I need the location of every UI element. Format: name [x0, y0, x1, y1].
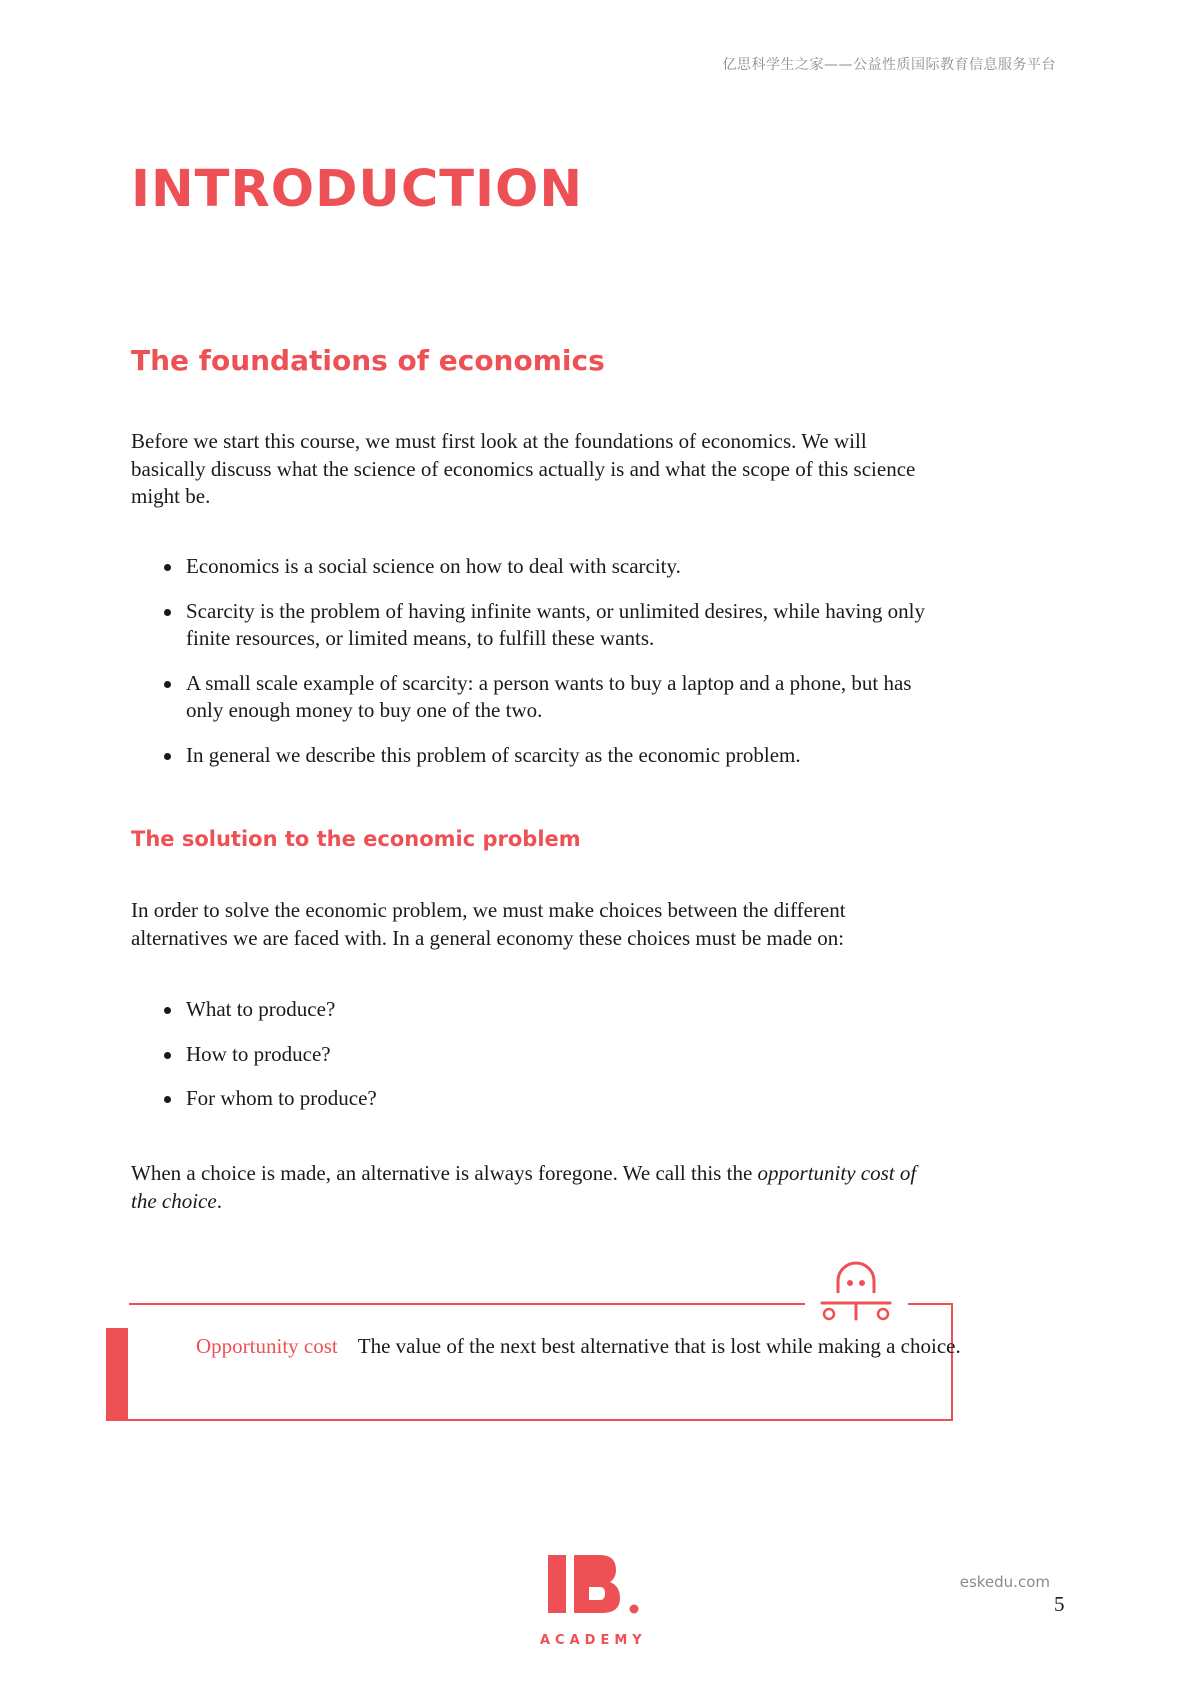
definition-body: The value of the next best alternative that is lost while making a choice. [357, 1334, 961, 1358]
definition-box-border-top [129, 1303, 805, 1305]
list-item [131, 996, 941, 1024]
choice-paragraph [131, 1160, 941, 1215]
list-item-text: Economics is a social science on how to deal with scarcity. [186, 554, 681, 578]
scarcity-bullet-list [131, 553, 941, 786]
list-item [131, 1085, 941, 1113]
section-title: The foundations of economics [131, 344, 605, 377]
choice-paragraph-end: . [216, 1188, 222, 1213]
choices-bullet-list [131, 996, 941, 1130]
chapter-title: INTRODUCTION [131, 160, 584, 219]
list-item [131, 670, 941, 725]
bullet-icon [164, 1007, 171, 1014]
bullet-icon [164, 681, 171, 688]
page-number: 5 [1054, 1592, 1065, 1616]
definition-person-icon [816, 1253, 896, 1321]
list-item-text: What to produce? [186, 997, 336, 1021]
list-item [131, 553, 941, 581]
intro-paragraph: Before we start this course, we must first look at the foundations of economics. We will basically discuss what the science of economics actually is and what the scope of this science might be. [131, 429, 916, 508]
bullet-icon [164, 753, 171, 760]
definition-text [196, 1332, 961, 1360]
choice-paragraph-text: When a choice is made, an alternative is always foregone. We call this the [131, 1161, 758, 1185]
list-item-text: A small scale example of scarcity: a person wants to buy a laptop and a phone, but has only enough money to buy one of the two. [186, 670, 912, 722]
definition-term: Opportunity cost [196, 1334, 338, 1358]
list-item-text: How to produce? [186, 1041, 331, 1066]
site-url: eskedu.com [959, 1573, 1050, 1591]
definition-box-border-bottom [106, 1419, 953, 1421]
definition-box-border-top-right [908, 1303, 953, 1305]
list-item-text: Scarcity is the problem of having infinite wants, or unlimited desires, while having only finite resources, or limited means, to fulfill these wants. [186, 598, 925, 650]
header-tagline: 亿思科学生之家——公益性质国际教育信息服务平台 [722, 57, 1056, 73]
list-item-text: For whom to produce? [186, 1086, 377, 1110]
list-item [131, 742, 941, 770]
bullet-icon [164, 564, 171, 571]
list-item-text: In general we describe this problem of scarcity as the economic problem. [186, 742, 801, 767]
list-item [131, 598, 941, 653]
subsection-title: The solution to the economic problem [131, 827, 581, 851]
solution-paragraph: In order to solve the economic problem, we must make choices between the different alternatives we are faced with. In a general economy these choices must be made on: [131, 898, 846, 950]
choice-paragraph-emphasis: opportunity cost of the choice [131, 1161, 917, 1213]
bullet-icon [164, 609, 171, 616]
definition-box-border-right [951, 1303, 953, 1421]
list-item [131, 1041, 941, 1069]
definition-box-accent-bar [106, 1328, 128, 1421]
logo-wordmark: ACADEMY [540, 1633, 647, 1648]
bullet-icon [164, 1052, 171, 1059]
bullet-icon [164, 1096, 171, 1103]
